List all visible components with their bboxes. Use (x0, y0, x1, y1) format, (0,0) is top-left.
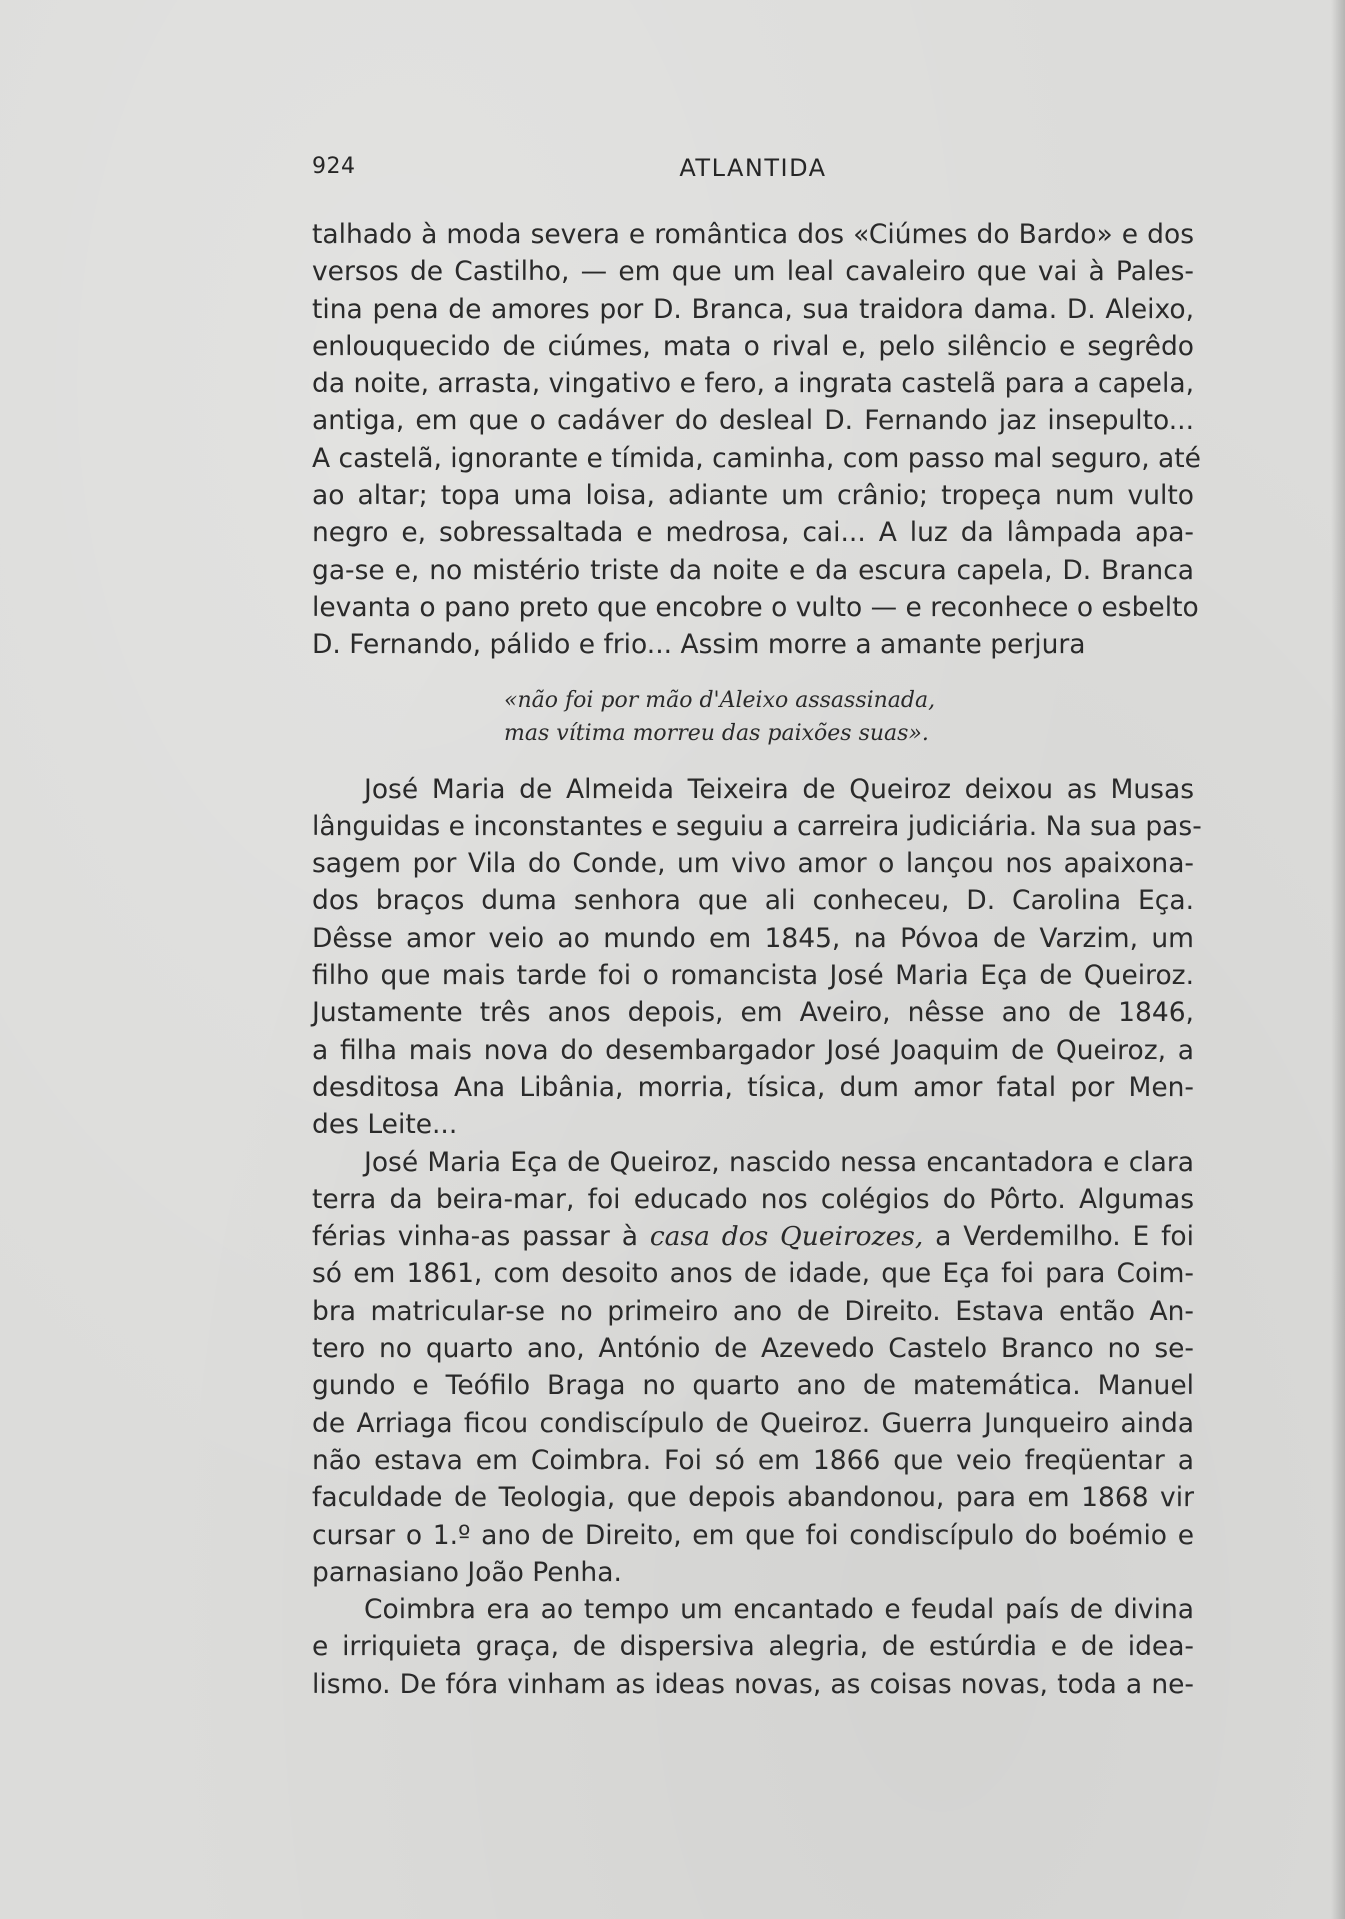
text-line: parnasiano João Penha. (312, 1556, 622, 1588)
text-line: Justamente três anos depois, em Aveiro, nêsse ano de 1846, (312, 997, 1194, 1029)
text-segment: a Verdemilho. E foi (923, 1221, 1194, 1253)
text-line: só em 1861, com desoito anos de idade, que Eça foi para Coim- (312, 1258, 1194, 1290)
text-line: negro e, sobressaltada e medrosa, cai... A luz da lâmpada apa- (312, 517, 1194, 549)
text-line (312, 1218, 1194, 1255)
verse-line: «não foi por mão d'Aleixo assassinada, (504, 687, 936, 713)
verse-quote (504, 684, 1194, 750)
text-line: tina pena de amores por D. Branca, sua traidora dama. D. Aleixo, (312, 293, 1194, 325)
paragraph-2 (312, 771, 1202, 1144)
text-line: dos braços duma senhora que ali conheceu, D. Carolina Eça. (312, 885, 1194, 917)
text-line: ga-se e, no mistério triste da noite e da escura capela, D. Branca (312, 554, 1194, 586)
text-line: José Maria de Almeida Teixeira de Queiroz deixou as Musas (364, 773, 1194, 805)
text-line: terra da beira-mar, foi educado nos colégios do Pôrto. Algumas (312, 1183, 1194, 1215)
text-line: José Maria Eça de Queiroz, nascido nessa encantadora e clara (364, 1146, 1194, 1178)
text-line: a filha mais nova do desembargador José Joaquim de Queiroz, a (312, 1034, 1194, 1066)
text-line: da noite, arrasta, vingativo e fero, a ingrata castelã para a capela, (312, 368, 1194, 400)
text-line: A castelã, ignorante e tímida, caminha, com passo mal seguro, até (312, 442, 1201, 474)
text-line: bra matricular-se no primeiro ano de Direito. Estava então An- (312, 1295, 1194, 1327)
text-line: faculdade de Teologia, que depois abandonou, para em 1868 vir (312, 1482, 1194, 1514)
text-line: ao altar; topa uma loisa, adiante um crânio; tropeça num vulto (312, 480, 1194, 512)
text-line: cursar o 1.º ano de Direito, em que foi condiscípulo do boémio e (312, 1519, 1194, 1551)
text-segment: férias vinha-as passar à (312, 1221, 650, 1253)
text-line: lismo. De fóra vinham as ideas novas, as coisas novas, toda a ne- (312, 1668, 1194, 1700)
text-line: gundo e Teófilo Braga no quarto ano de matemática. Manuel (312, 1370, 1194, 1402)
text-line: desditosa Ana Libânia, morria, tísica, dum amor fatal por Men- (312, 1071, 1194, 1103)
text-line: D. Fernando, pálido e frio... Assim morre a amante perjura (312, 629, 1086, 661)
text-line: e irriquieta graça, de dispersiva alegria, de estúrdia e de idea- (312, 1631, 1194, 1663)
body-text (312, 216, 1202, 1703)
text-line: enlouquecido de ciúmes, mata o rival e, pelo silêncio e segrêdo (312, 330, 1194, 362)
paragraph-3 (312, 1144, 1194, 1592)
page-edge-shadow (1331, 0, 1345, 1919)
paragraph-4 (312, 1591, 1194, 1703)
text-line: antiga, em que o cadáver do desleal D. Fernando jaz insepulto... (312, 405, 1194, 437)
text-line: de Arriaga ficou condiscípulo de Queiroz. Guerra Junqueiro ainda (312, 1407, 1194, 1439)
text-line: não estava em Coimbra. Foi só em 1866 que veio freqüentar a (312, 1444, 1194, 1476)
text-line: talhado à moda severa e romântica dos «Ciúmes do Bardo» e dos (312, 219, 1194, 250)
text-line: versos de Castilho, — em que um leal cavaleiro que vai à Pales- (312, 256, 1194, 288)
journal-title: ATLANTIDA (679, 154, 827, 182)
text-line: tero no quarto ano, António de Azevedo Castelo Branco no se- (312, 1333, 1194, 1365)
text-line: Dêsse amor veio ao mundo em 1845, na Póvoa de Varzim, um (312, 922, 1194, 954)
paragraph-1 (312, 216, 1201, 664)
text-line: levanta o pano preto que encobre o vulto — e reconhece o esbelto (312, 591, 1199, 623)
text-line: des Leite... (312, 1109, 458, 1141)
verse-line: mas vítima morreu das paixões suas». (504, 720, 929, 746)
italic-title: casa dos Queirozes, (649, 1221, 924, 1253)
running-head (312, 154, 1194, 190)
text-line: filho que mais tarde foi o romancista José Maria Eça de Queiroz. (312, 960, 1194, 992)
text-line: sagem por Vila do Conde, um vivo amor o lançou nos apaixona- (312, 848, 1194, 880)
text-line: lânguidas e inconstantes e seguiu a carreira judiciária. Na sua pas- (312, 810, 1202, 842)
text-line: Coimbra era ao tempo um encantado e feudal país de divina (364, 1594, 1194, 1626)
page-number: 924 (312, 154, 356, 179)
